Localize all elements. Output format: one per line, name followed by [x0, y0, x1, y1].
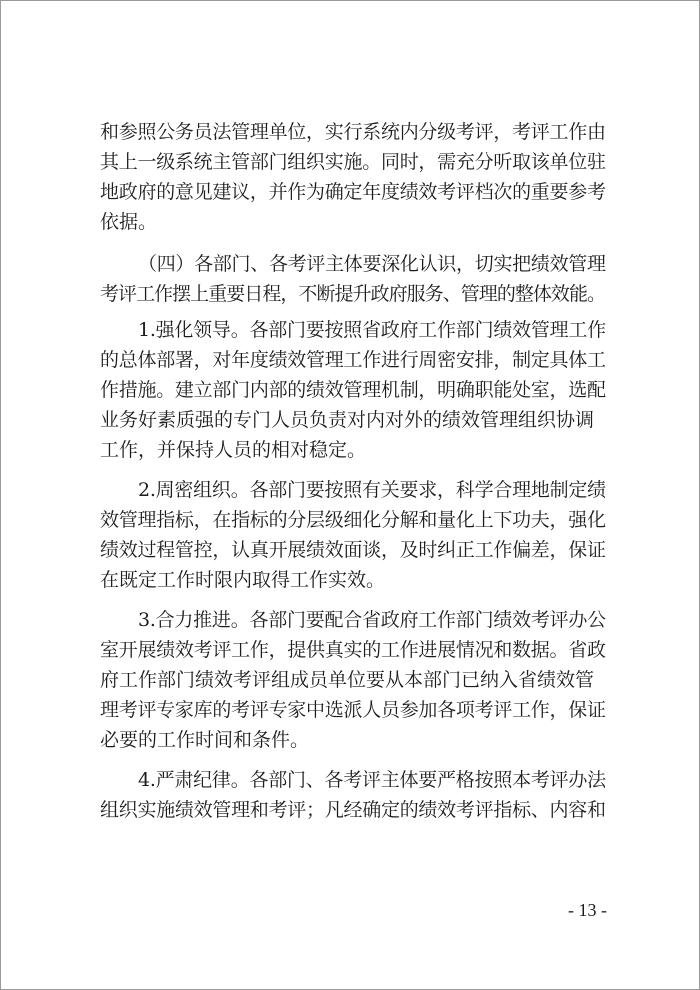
paragraph [100, 249, 606, 309]
text-line: 依据。 [100, 211, 158, 233]
text-line: 效管理指标，在指标的分层级细化分解和量化上下功夫，强化 [100, 509, 606, 531]
text-line: 4.严肃纪律。各部门、各考评主体要严格按照本考评办法 [138, 769, 606, 791]
text-line: 2.周密组织。各部门要按照有关要求，科学合理地制定绩 [138, 479, 606, 501]
text-line: 理考评专家库的考评专家中选派人员参加各项考评工作，保证 [100, 699, 606, 721]
text-line: 室开展绩效考评工作，提供真实的工作进展情况和数据。省政 [100, 639, 606, 661]
text-line: 地政府的意见建议，并作为确定年度绩效考评档次的重要参考 [100, 181, 606, 203]
text-line: 其上一级系统主管部门组织实施。同时，需充分听取该单位驻 [100, 151, 606, 173]
text-line: 绩效过程管控，认真开展绩效面谈，及时纠正工作偏差，保证 [100, 539, 606, 561]
text-line: 府工作部门绩效考评组成员单位要从本部门已纳入省绩效管 [100, 669, 595, 691]
text-line: 工作，并保持人员的相对稳定。 [100, 439, 367, 461]
text-line: 考评工作摆上重要日程，不断提升政府服务、管理的整体效能。 [100, 283, 606, 305]
text-line: 和参照公务员法管理单位，实行系统内分级考评，考评工作由 [100, 121, 606, 143]
text-line: 作措施。建立部门内部的绩效管理机制，明确职能处室，选配 [100, 379, 606, 401]
paragraph [100, 765, 606, 825]
text-line: 在既定工作时限内取得工作实效。 [100, 569, 386, 591]
text-line: 3.合力推进。各部门要配合省政府工作部门绩效考评办公 [138, 609, 606, 631]
paragraph [100, 117, 606, 237]
body-text [100, 117, 606, 825]
text-line: （四）各部门、各考评主体要深化认识，切实把绩效管理 [138, 253, 606, 275]
text-line: 业务好素质强的专门人员负责对内对外的绩效管理组织协调 [100, 409, 595, 431]
text-line: 必要的工作时间和条件。 [100, 729, 310, 751]
text-line: 组织实施绩效管理和考评；凡经确定的绩效考评指标、内容和 [100, 799, 606, 821]
paragraph [100, 315, 606, 465]
page-number: - 13 - [568, 900, 607, 920]
paragraph [100, 605, 606, 755]
text-line: 的总体部署，对年度绩效管理工作进行周密安排，制定具体工 [100, 349, 606, 371]
paragraph [100, 475, 606, 595]
text-line: 1.强化领导。各部门要按照省政府工作部门绩效管理工作 [138, 319, 606, 341]
